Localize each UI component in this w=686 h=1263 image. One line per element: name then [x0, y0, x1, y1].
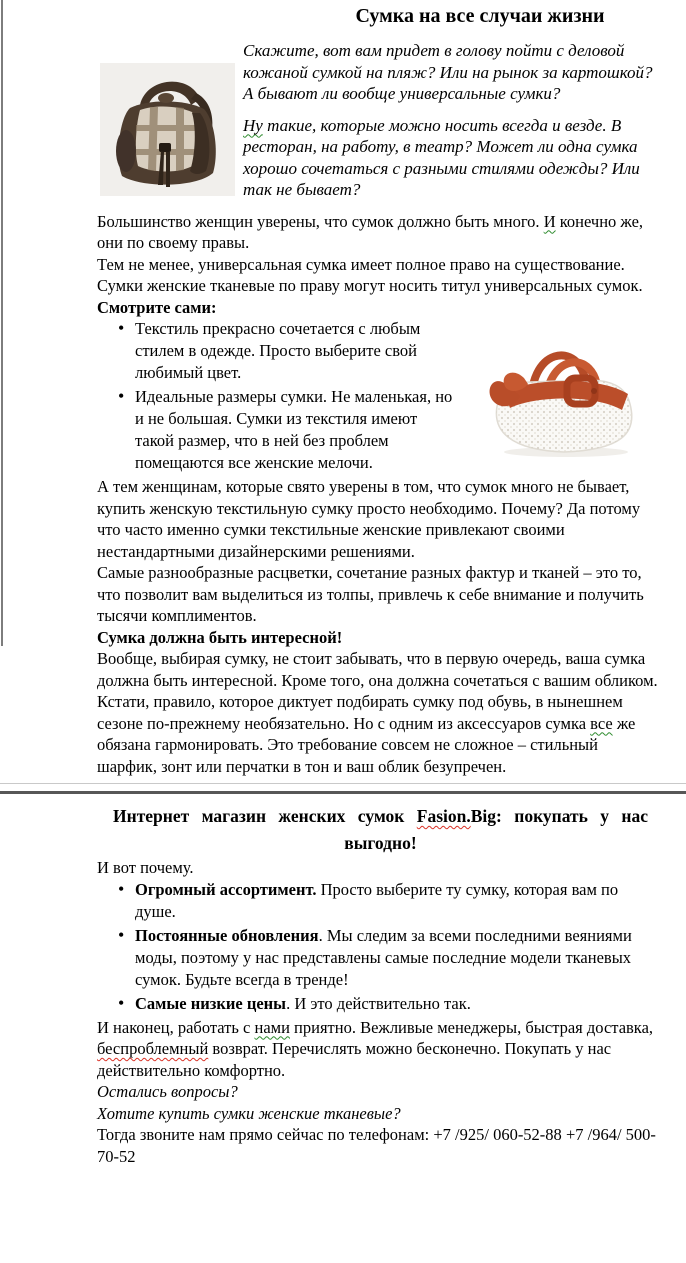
- shop-benefits-list: [97, 879, 660, 1015]
- intro-section: [100, 40, 660, 211]
- subheading-look: Смотрите сами:: [97, 297, 217, 317]
- list-item: • Идеальные размеры сумки. Не маленькая, но и не большая. Сумки из текстиля имеют такой размер, что в ней без проблем помещаются все женские мелочи.: [97, 386, 660, 474]
- paragraph-majority: Большинство женщин уверены, что сумок должно быть много. И конечно же, они по своему правы.: [97, 211, 644, 252]
- intro-text: [243, 40, 660, 211]
- section-divider: [0, 783, 686, 794]
- intro-paragraph-2: [243, 115, 660, 201]
- text-frame-border: [1, 0, 3, 646]
- paragraph-for-women: А тем женщинам, которые свято уверены в том, что сумок много не бывает, купить женскую текстильную сумку просто необходимо. Почему? Да потому что часто именно сумки текстильные женские привлекают своими нестандартными дизайнерскими решениями.: [97, 477, 641, 561]
- phones-paragraph: Тогда звоните нам прямо сейчас по телефонам: +7 /925/ 060-52-88 +7 /964/ 500-70-52: [97, 1125, 656, 1166]
- spellcheck-word-i: И: [543, 211, 556, 231]
- spellcheck-brand-name: Fasion.: [416, 806, 471, 826]
- paragraph-variety: Самые разнообразные расцветки, сочетание разных фактур и тканей – это то, что позволит вам выделиться из толпы, привлечь к себе внимание и получить тысячи комплиментов.: [97, 563, 644, 625]
- shop-section: [97, 803, 660, 1167]
- list-item: • Огромный ассортимент. Просто выберите ту сумку, которая вам по душе.: [97, 879, 660, 923]
- intro-paragraph-2-rest: такие, которые можно носить всегда и везде. В ресторан, на работу, в театр? Может ли одна сумка хорошо сочетаться с разными стилями одежды? Или так не бывает?: [243, 115, 640, 199]
- spellcheck-word-nami: нами: [254, 1017, 290, 1037]
- page-title: Сумка на все случаи жизни: [355, 5, 605, 27]
- paragraph-why: И вот почему.: [97, 858, 194, 877]
- spellcheck-word-vse: все: [590, 713, 613, 733]
- list-item: • Постоянные обновления. Мы следим за всеми последними веяниями моды, поэтому у нас представлены самые последние модели тканевых сумок. Будьте всегда в тренде!: [97, 925, 660, 991]
- phone-number-2: +7 /964/ 500-70-52: [97, 1125, 656, 1166]
- phone-number-1: +7 /925/ 060-52-88: [433, 1125, 562, 1144]
- spellcheck-word-besproblemny: беспроблемный: [97, 1039, 209, 1058]
- paragraph-choosing: Вообще, выбирая сумку, не стоит забывать, что в первую очередь, ваша сумка должна быть интересной. Кроме того, она должна сочетаться с вашим обликом. Кстати, правило, которое диктует подбирать сумку под обувь, в нынешнем сезоне по-прежнему необязательно. Но с одним из аксессуаров сумка все же обязана гармонировать. Это требование совсем не сложное – стильный шарфик, зонт или перчатки в тон и ваш облик безупречен.: [97, 649, 658, 776]
- intro-paragraph-1: Скажите, вот вам придет в голову пойти с деловой кожаной сумкой на пляж? Или на рынок за картошкой? А бывают ли вообще универсальные сумки?: [243, 41, 653, 103]
- features-list: [97, 318, 660, 474]
- bag-photo-brown-plaid-image: [100, 63, 235, 196]
- list-item: • Текстиль прекрасно сочетается с любым стилем в одежде. Просто выберите свой любимый цвет.: [97, 318, 660, 384]
- article-body: [97, 211, 660, 778]
- shop-heading: Интернет магазин женских сумок Fasion.Big: покупать у нас выгодно!: [113, 806, 648, 853]
- paragraph-finally: И наконец, работать с нами приятно. Вежливые менеджеры, быстрая доставка, беспроблемный возврат. Перечислять можно бесконечно. Покупать у нас действительно комфортно.: [97, 1017, 654, 1080]
- features-section: [97, 318, 660, 562]
- question-1: Остались вопросы?: [97, 1082, 238, 1101]
- question-2: Хотите купить сумки женские тканевые?: [97, 1103, 401, 1123]
- paragraph-universal-bag: Тем не менее, универсальная сумка имеет полное право на существование. Сумки женские тканевые по праву могут носить титул универсальных сумок.: [97, 254, 643, 295]
- bag-photo-brown-plaid: [100, 63, 235, 196]
- list-item: • Самые низкие цены. И это действительно так.: [97, 993, 660, 1015]
- spellcheck-word-nu: Ну: [243, 115, 263, 135]
- divider-thick-line: [0, 791, 686, 794]
- subheading-interesting: Сумка должна быть интересной!: [97, 627, 343, 647]
